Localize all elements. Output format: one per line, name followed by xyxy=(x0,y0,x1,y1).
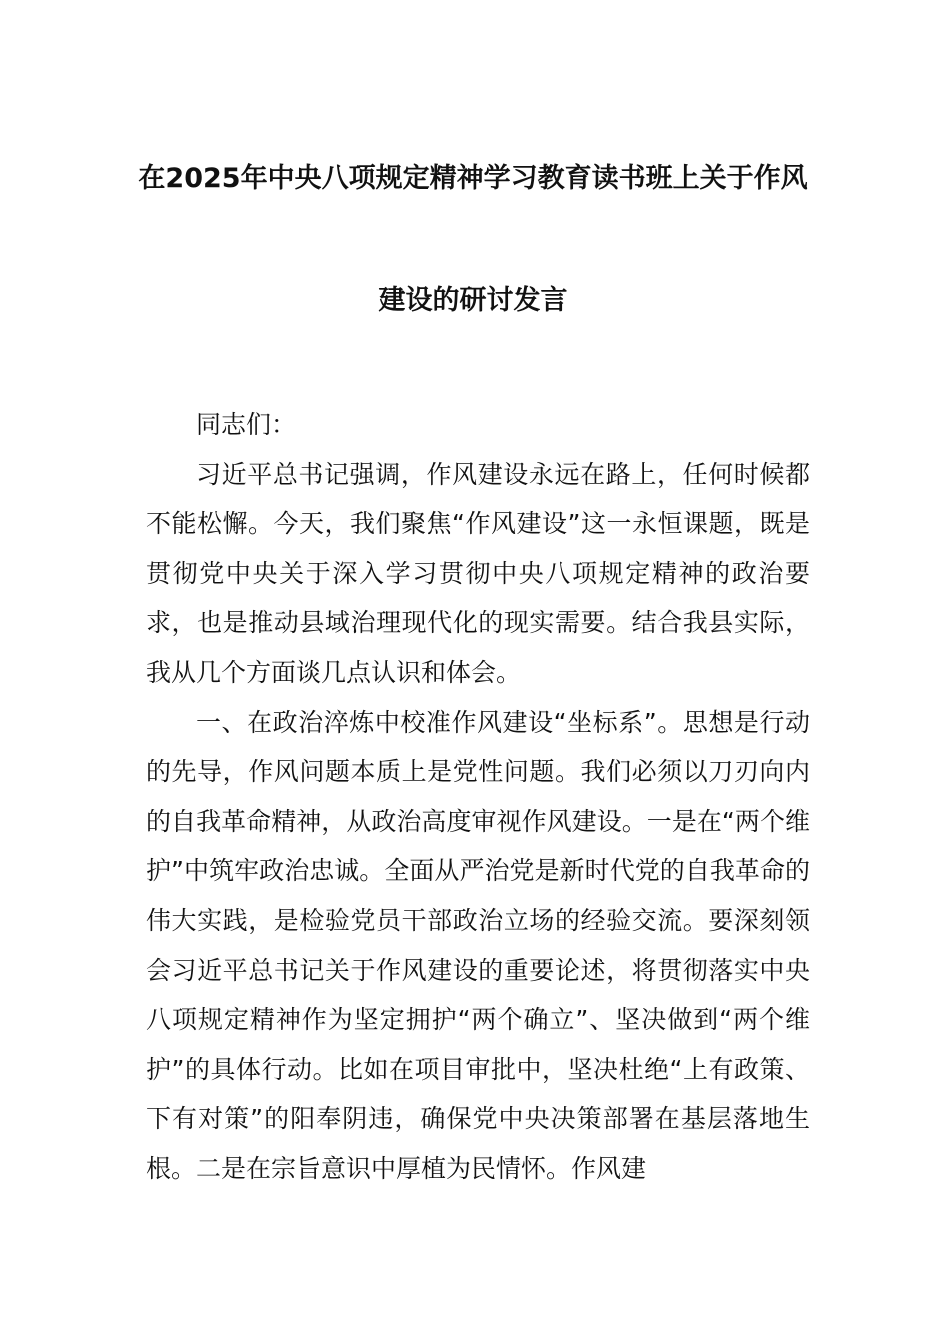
salutation: 同志们： xyxy=(196,410,297,439)
paragraph-intro: 习近平总书记强调，作风建设永远在路上，任何时候都不能松懈。今天，我们聚焦“作风建设”这一永恒课题，既是贯彻党中央关于深入学习贯彻中央八项规定精神的政治要求，也是推动县域治理现代化的现实需要。结合我县实际，我从几个方面谈几点认识和体会。 xyxy=(146,459,810,687)
document-title-line-2: 建设的研讨发言 xyxy=(378,285,568,316)
document-title-line-1: 在2025年中央八项规定精神学习教育读书班上关于作风 xyxy=(138,163,808,194)
document-body xyxy=(146,400,810,1194)
paragraph-section-one: 一、在政治淬炼中校准作风建设“坐标系”。思想是行动的先导，作风问题本质上是党性问题。我们必须以刀刃向内的自我革命精神，从政治高度审视作风建设。一是在“两个维护”中筑牢政治忠诚。全面从严治党是新时代党的自我革命的伟大实践，是检验党员干部政治立场的经验交流。要深刻领会习近平总书记关于作风建设的重要论述，将贯彻落实中央八项规定精神作为坚定拥护“两个确立”、坚决做到“两个维护”的具体行动。比如在项目审批中，坚决杜绝“上有政策、下有对策”的阳奉阴违，确保党中央决策部署在基层落地生根。二是在宗旨意识中厚植为民情怀。作风建 xyxy=(146,707,810,1183)
